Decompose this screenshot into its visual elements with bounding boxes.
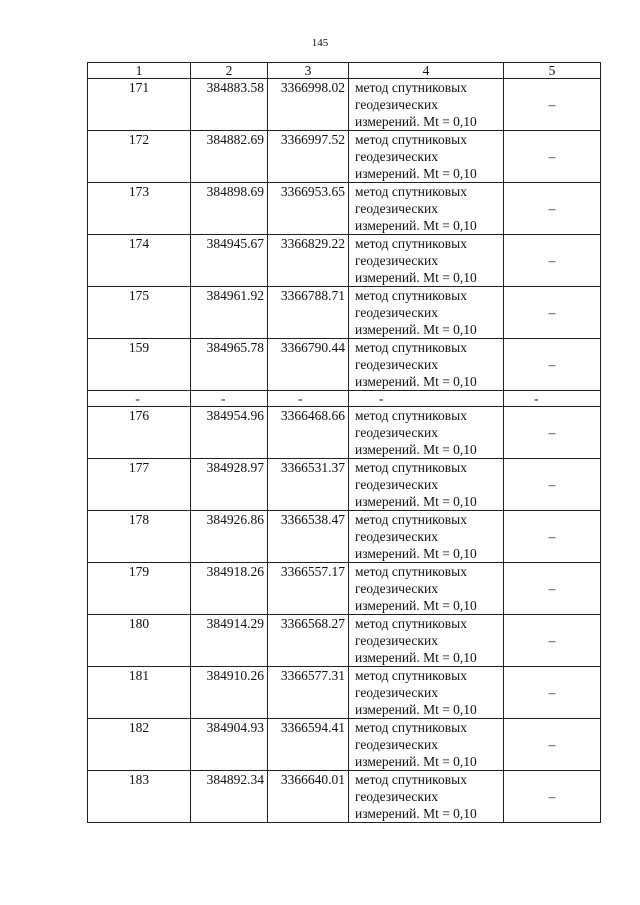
method-line: метод спутниковых	[355, 460, 467, 475]
method-line: измерений. Mt = 0,10	[355, 702, 477, 717]
method-line: измерений. Mt = 0,10	[355, 598, 477, 613]
method-line: геодезических	[355, 789, 438, 804]
table-row	[88, 183, 601, 235]
method-line: геодезических	[355, 149, 438, 164]
note-cell: –	[504, 563, 601, 615]
y-coordinate-cell: 3366788.71	[268, 287, 349, 339]
method-line: измерений. Mt = 0,10	[355, 546, 477, 561]
note-cell: –	[504, 287, 601, 339]
note-cell: –	[504, 183, 601, 235]
method-line: геодезических	[355, 201, 438, 216]
x-coordinate-cell: 384882.69	[191, 131, 268, 183]
method-line: измерений. Mt = 0,10	[355, 218, 477, 233]
y-coordinate-cell: 3366998.02	[268, 79, 349, 131]
separator-dash: -	[88, 391, 191, 407]
method-line: геодезических	[355, 357, 438, 372]
coordinates-table	[87, 62, 601, 823]
x-coordinate-cell: 384904.93	[191, 719, 268, 771]
method-line: геодезических	[355, 253, 438, 268]
page-number: 145	[311, 37, 329, 49]
y-coordinate-cell: 3366568.27	[268, 615, 349, 667]
method-line: метод спутниковых	[355, 616, 467, 631]
method-line: геодезических	[355, 477, 438, 492]
note-cell: –	[504, 131, 601, 183]
method-line: измерений. Mt = 0,10	[355, 806, 477, 821]
x-coordinate-cell: 384961.92	[191, 287, 268, 339]
table-row	[88, 563, 601, 615]
method-line: метод спутниковых	[355, 132, 467, 147]
x-coordinate-cell: 384898.69	[191, 183, 268, 235]
note-cell: –	[504, 719, 601, 771]
method-line: метод спутниковых	[355, 668, 467, 683]
table-row	[88, 235, 601, 287]
method-line: метод спутниковых	[355, 288, 467, 303]
note-cell: –	[504, 339, 601, 391]
note-cell: –	[504, 459, 601, 511]
x-coordinate-cell: 384954.96	[191, 407, 268, 459]
note-cell: –	[504, 511, 601, 563]
method-cell	[349, 287, 504, 339]
table-row	[88, 131, 601, 183]
table-row	[88, 615, 601, 667]
method-line: метод спутниковых	[355, 340, 467, 355]
method-line: метод спутниковых	[355, 512, 467, 527]
method-line: геодезических	[355, 737, 438, 752]
method-cell	[349, 771, 504, 823]
note-cell: –	[504, 79, 601, 131]
method-line: измерений. Mt = 0,10	[355, 322, 477, 337]
method-line: геодезических	[355, 425, 438, 440]
table-row	[88, 339, 601, 391]
method-line: измерений. Mt = 0,10	[355, 442, 477, 457]
method-line: измерений. Mt = 0,10	[355, 114, 477, 129]
y-coordinate-cell: 3366468.66	[268, 407, 349, 459]
column-header-y: 3	[268, 63, 349, 79]
column-header-point-number: 1	[88, 63, 191, 79]
y-coordinate-cell: 3366829.22	[268, 235, 349, 287]
table-row	[88, 667, 601, 719]
point-number-cell: 180	[88, 615, 191, 667]
separator-dash: -	[349, 391, 504, 407]
method-line: метод спутниковых	[355, 408, 467, 423]
method-line: измерений. Mt = 0,10	[355, 650, 477, 665]
separator-dash: -	[504, 391, 601, 407]
method-line: метод спутниковых	[355, 236, 467, 251]
table-row	[88, 79, 601, 131]
note-cell: –	[504, 667, 601, 719]
x-coordinate-cell: 384945.67	[191, 235, 268, 287]
point-number-cell: 159	[88, 339, 191, 391]
method-line: метод спутниковых	[355, 80, 467, 95]
method-cell	[349, 615, 504, 667]
note-cell: –	[504, 615, 601, 667]
y-coordinate-cell: 3366790.44	[268, 339, 349, 391]
method-line: измерений. Mt = 0,10	[355, 270, 477, 285]
point-number-cell: 174	[88, 235, 191, 287]
method-cell	[349, 563, 504, 615]
y-coordinate-cell: 3366640.01	[268, 771, 349, 823]
table-row	[88, 771, 601, 823]
y-coordinate-cell: 3366577.31	[268, 667, 349, 719]
x-coordinate-cell: 384965.78	[191, 339, 268, 391]
x-coordinate-cell: 384918.26	[191, 563, 268, 615]
point-number-cell: 178	[88, 511, 191, 563]
note-cell: –	[504, 407, 601, 459]
point-number-cell: 183	[88, 771, 191, 823]
x-coordinate-cell: 384892.34	[191, 771, 268, 823]
method-line: измерений. Mt = 0,10	[355, 166, 477, 181]
separator-dash: -	[268, 391, 349, 407]
column-header-x: 2	[191, 63, 268, 79]
method-line: метод спутниковых	[355, 720, 467, 735]
point-number-cell: 177	[88, 459, 191, 511]
x-coordinate-cell: 384926.86	[191, 511, 268, 563]
point-number-cell: 181	[88, 667, 191, 719]
y-coordinate-cell: 3366594.41	[268, 719, 349, 771]
y-coordinate-cell: 3366557.17	[268, 563, 349, 615]
point-number-cell: 171	[88, 79, 191, 131]
method-cell	[349, 235, 504, 287]
y-coordinate-cell: 3366953.65	[268, 183, 349, 235]
table-row	[88, 287, 601, 339]
point-number-cell: 172	[88, 131, 191, 183]
table-body	[88, 79, 601, 823]
table-row	[88, 511, 601, 563]
y-coordinate-cell: 3366538.47	[268, 511, 349, 563]
method-line: измерений. Mt = 0,10	[355, 754, 477, 769]
method-cell	[349, 667, 504, 719]
point-number-cell: 179	[88, 563, 191, 615]
method-cell	[349, 719, 504, 771]
table-row	[88, 719, 601, 771]
x-coordinate-cell: 384914.29	[191, 615, 268, 667]
point-number-cell: 175	[88, 287, 191, 339]
method-line: измерений. Mt = 0,10	[355, 494, 477, 509]
table-row	[88, 407, 601, 459]
method-cell	[349, 131, 504, 183]
table-header-row	[88, 63, 601, 79]
method-cell	[349, 407, 504, 459]
x-coordinate-cell: 384928.97	[191, 459, 268, 511]
point-number-cell: 176	[88, 407, 191, 459]
method-line: метод спутниковых	[355, 184, 467, 199]
method-line: геодезических	[355, 529, 438, 544]
point-number-cell: 173	[88, 183, 191, 235]
column-header-note: 5	[504, 63, 601, 79]
x-coordinate-cell: 384883.58	[191, 79, 268, 131]
method-cell	[349, 459, 504, 511]
method-line: измерений. Mt = 0,10	[355, 374, 477, 389]
separator-row	[88, 391, 601, 407]
note-cell: –	[504, 235, 601, 287]
method-line: геодезических	[355, 305, 438, 320]
method-line: метод спутниковых	[355, 772, 467, 787]
y-coordinate-cell: 3366997.52	[268, 131, 349, 183]
note-cell: –	[504, 771, 601, 823]
column-header-method: 4	[349, 63, 504, 79]
method-cell	[349, 511, 504, 563]
method-line: геодезических	[355, 97, 438, 112]
table-row	[88, 459, 601, 511]
x-coordinate-cell: 384910.26	[191, 667, 268, 719]
y-coordinate-cell: 3366531.37	[268, 459, 349, 511]
separator-dash: -	[191, 391, 268, 407]
method-line: геодезических	[355, 633, 438, 648]
method-line: геодезических	[355, 581, 438, 596]
method-line: метод спутниковых	[355, 564, 467, 579]
method-cell	[349, 79, 504, 131]
method-cell	[349, 183, 504, 235]
method-cell	[349, 339, 504, 391]
method-line: геодезических	[355, 685, 438, 700]
point-number-cell: 182	[88, 719, 191, 771]
